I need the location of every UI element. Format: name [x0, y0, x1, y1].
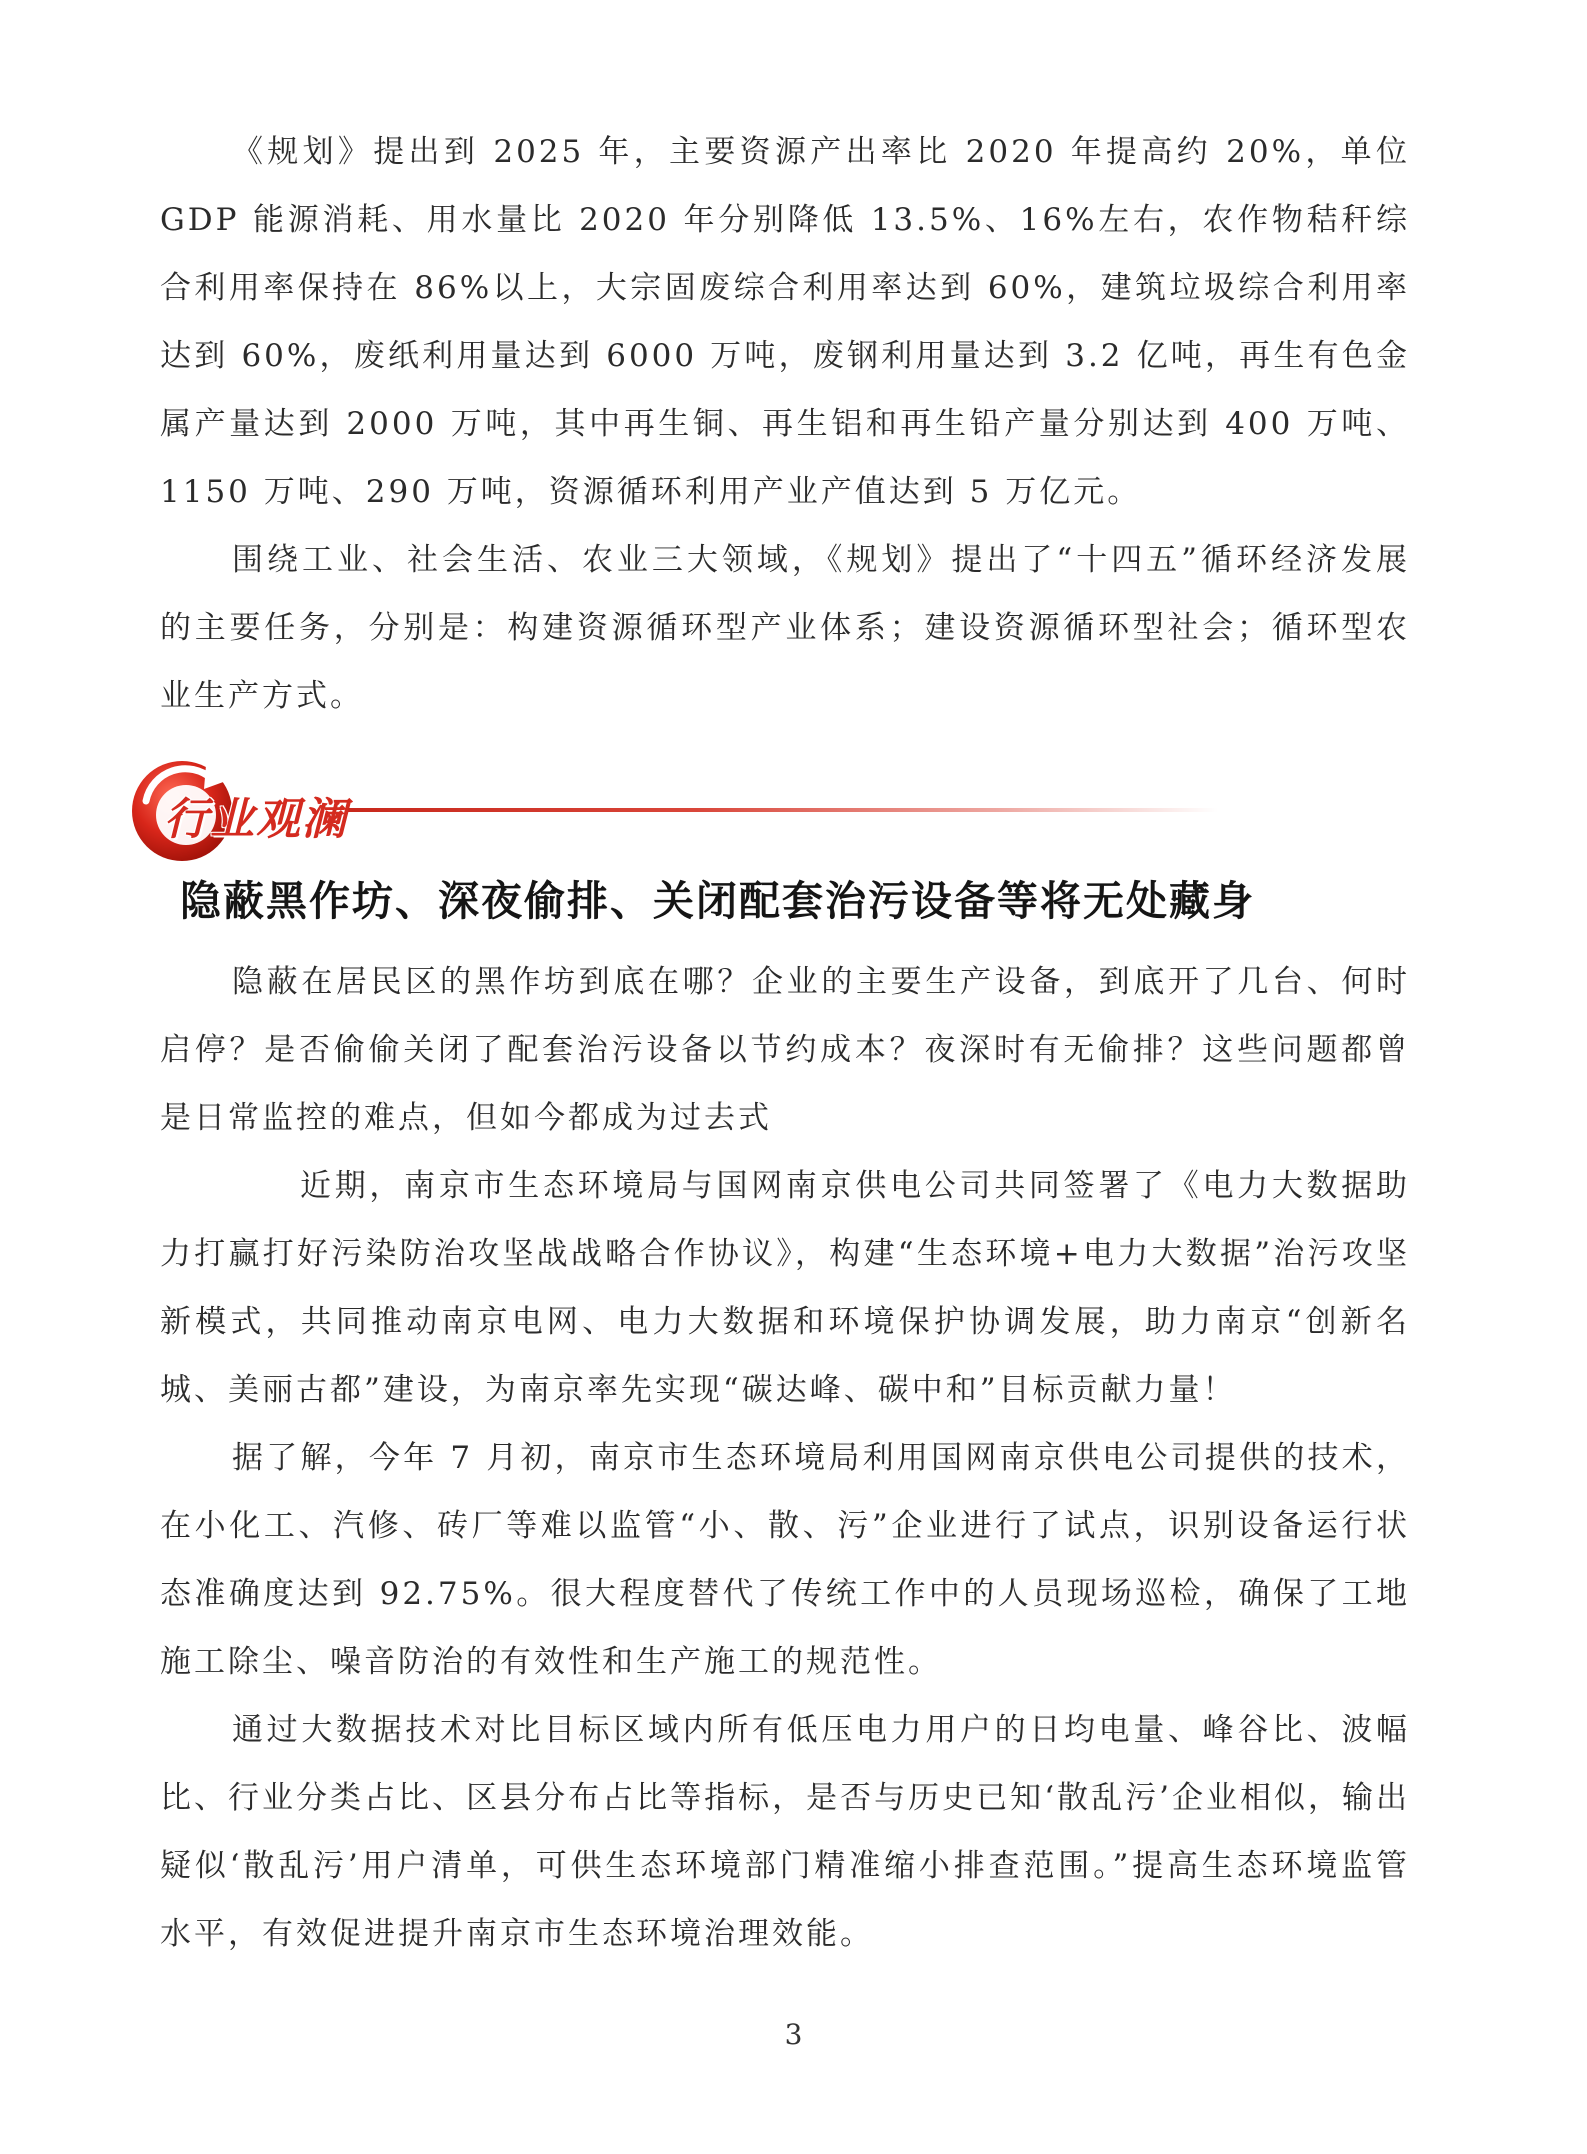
- article-paragraph-3: 据了解，今年 7 月初，南京市生态环境局利用国网南京供电公司提供的技术，在小化工、汽修、砖厂等难以监管“小、散、污”企业进行了试点，识别设备运行状态准确度达到 92.75%。很大程度替代了传统工作中的人员现场巡检，确保了工地施工除尘、噪音防治的有效性和生产施工的规范性。: [160, 1440, 1410, 1680]
- article-title: 隐蔽黑作坊、深夜偷排、关闭配套治污设备等将无处藏身: [180, 877, 1255, 925]
- intro-paragraph-2: 围绕工业、社会生活、农业三大领域，《规划》提出了“十四五”循环经济发展的主要任务，分别是：构建资源循环型产业体系；建设资源循环型社会；循环型农业生产方式。: [160, 542, 1410, 714]
- intro-section: [160, 118, 1410, 730]
- article-body: [160, 948, 1410, 1968]
- section-banner: [118, 745, 1318, 875]
- section-title: 行业观澜: [164, 794, 348, 845]
- section-divider: [348, 808, 1218, 812]
- intro-paragraph-1: 《规划》提出到 2025 年，主要资源产出率比 2020 年提高约 20%，单位 GDP 能源消耗、用水量比 2020 年分别降低 13.5%、16%左右，农作物秸秆综合利用率保持在 86%以上，大宗固废综合利用率达到 60%，建筑垃圾综合利用率达到 60%，废纸利用量达到 6000 万吨，废钢利用量达到 3.2 亿吨，再生有色金属产量达到 2000 万吨，其中再生铜、再生铝和再生铅产量分别达到 400 万吨、1150 万吨、290 万吨，资源循环利用产业产值达到 5 万亿元。: [160, 134, 1410, 510]
- article-paragraph-4: 通过大数据技术对比目标区域内所有低压电力用户的日均电量、峰谷比、波幅比、行业分类占比、区县分布占比等指标，是否与历史已知‘散乱污’企业相似，输出疑似‘散乱污’用户清单，可供生态环境部门精准缩小排查范围。”提高生态环境监管水平，有效促进提升南京市生态环境治理效能。: [160, 1712, 1410, 1952]
- article-paragraph-2: 近期，南京市生态环境局与国网南京供电公司共同签署了《电力大数据助力打赢打好污染防治攻坚战战略合作协议》，构建“生态环境+电力大数据”治污攻坚新模式，共同推动南京电网、电力大数据和环境保护协调发展，助力南京“创新名城、美丽古都”建设，为南京率先实现“碳达峰、碳中和”目标贡献力量！: [160, 1168, 1410, 1408]
- page-number: 3: [784, 2018, 803, 2051]
- article-paragraph-1: 隐蔽在居民区的黑作坊到底在哪？企业的主要生产设备，到底开了几台、何时启停？是否偷偷关闭了配套治污设备以节约成本？夜深时有无偷排？这些问题都曾是日常监控的难点，但如今都成为过去式: [160, 964, 1410, 1136]
